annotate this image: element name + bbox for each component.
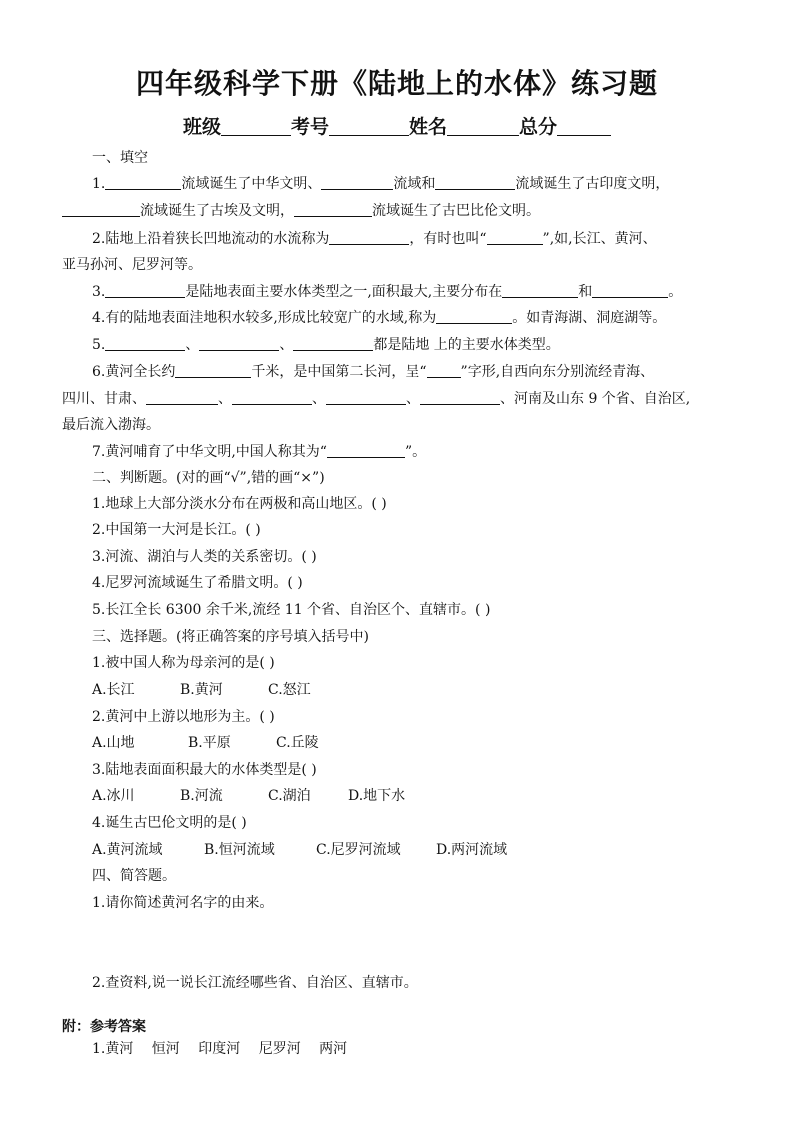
fill-blank[interactable]: [105, 175, 181, 190]
choice-options: [92, 840, 507, 860]
short-answer-question: 1.请你简述黄河名字的由来。: [92, 895, 274, 911]
fill-blank[interactable]: [62, 202, 140, 217]
choice-option[interactable]: B.平原: [188, 735, 231, 751]
name-label: 姓名: [409, 116, 448, 138]
score-label: 总分: [519, 116, 558, 138]
fill-blank[interactable]: [294, 202, 372, 217]
section4-heading: 四、简答题。: [92, 868, 176, 884]
section3-heading: 三、选择题。(将正确答案的序号填入括号中): [92, 629, 369, 645]
fill-blank[interactable]: [105, 283, 185, 298]
fill-blank[interactable]: [146, 390, 218, 405]
fill-blank[interactable]: [321, 175, 393, 190]
page-title: 四年级科学下册《陆地上的水体》练习题: [135, 67, 658, 100]
choice-question: 1.被中国人称为母亲河的是( ): [92, 655, 275, 671]
choice-option[interactable]: D.地下水: [348, 788, 406, 804]
choice-option[interactable]: B.黄河: [180, 682, 223, 698]
fill-blank[interactable]: [293, 336, 373, 351]
section2-heading: 二、判断题。(对的画“√”,错的画“×”): [92, 470, 325, 486]
q2-line1: 2.陆地上沿着狭长凹地流动的水流称为 ，有时也叫“ ”,如,长江、黄河、: [92, 231, 657, 247]
choice-question: 2.黄河中上游以地形为主。( ): [92, 709, 275, 725]
fill-blank[interactable]: [232, 390, 312, 405]
choice-option[interactable]: D.两河流域: [436, 842, 508, 858]
fill-blank[interactable]: [105, 336, 185, 351]
choice-options: [92, 680, 311, 700]
fill-blank[interactable]: [487, 230, 543, 245]
fill-blank[interactable]: [435, 175, 515, 190]
q4-line: 4.有的陆地表面洼地积水较多,形成比较宽广的水域,称为 。如青海湖、洞庭湖等。: [92, 310, 667, 326]
q6-line3: 最后流入渤海。: [62, 417, 160, 433]
judge-item: 1.地球上大部分淡水分布在两极和高山地区。( ): [92, 496, 387, 512]
q5-line: 5. 、 、 都是陆地 上的主要水体类型。: [92, 337, 560, 353]
fill-blank[interactable]: [420, 390, 500, 405]
name-blank[interactable]: [447, 117, 519, 136]
fill-blank[interactable]: [199, 336, 279, 351]
choice-option[interactable]: A.长江: [92, 682, 135, 698]
choice-option[interactable]: A.山地: [92, 735, 135, 751]
judge-item: 4.尼罗河流域诞生了希腊文明。( ): [92, 575, 303, 591]
choice-option[interactable]: C.湖泊: [268, 788, 311, 804]
judge-item: 5.长江全长 6300 余千米,流经 11 个省、自治区个、直辖市。( ): [92, 602, 491, 618]
short-answer-question: 2.查资料,说一说长江流经哪些省、自治区、直辖市。: [92, 975, 418, 991]
choice-options: [92, 733, 319, 753]
fill-blank[interactable]: [175, 363, 251, 378]
choice-option[interactable]: C.怒江: [268, 682, 311, 698]
choice-question: 4.诞生古巴伦文明的是( ): [92, 815, 247, 831]
class-label: 班级: [182, 116, 221, 138]
fill-blank[interactable]: [502, 283, 578, 298]
q7-line: 7.黄河哺育了中华文明,中国人称其为“ ”。: [92, 444, 427, 460]
choice-option[interactable]: A.黄河流域: [92, 842, 163, 858]
choice-option[interactable]: C.丘陵: [276, 735, 319, 751]
class-blank[interactable]: [221, 117, 291, 136]
q6-line1: 6.黄河全长约 千米，是中国第二长河，呈“ ”字形,自西向东分别流经青海、: [92, 364, 655, 380]
choice-question: 3.陆地表面面积最大的水体类型是( ): [92, 762, 317, 778]
q6-line2: 四川、甘肃、 、 、 、 、河南及山东 9 个省、自治区,: [62, 391, 691, 407]
q1-line1: 1. 流域诞生了中华文明、 流域和 流域诞生了古印度文明，: [92, 176, 670, 192]
student-info-line: [0, 112, 794, 139]
answers-line: 1.黄河 恒河 印度河 尼罗河 两河: [92, 1041, 348, 1057]
fill-blank[interactable]: [436, 309, 512, 324]
fill-blank[interactable]: [327, 443, 405, 458]
judge-item: 3.河流、湖泊与人类的关系密切。( ): [92, 549, 317, 565]
q1-line2: 流域诞生了古埃及文明， 流域诞生了古巴比伦文明。: [62, 201, 540, 221]
fill-blank[interactable]: [326, 390, 406, 405]
section1-heading: 一、填空: [92, 150, 148, 166]
choice-option[interactable]: C.尼罗河流域: [316, 842, 401, 858]
choice-options: [92, 786, 405, 806]
q3-line: 3. 是陆地表面主要水体类型之一,面积最大,主要分布在 和 。: [92, 284, 683, 300]
choice-option[interactable]: B.河流: [180, 788, 223, 804]
fill-blank[interactable]: [329, 230, 409, 245]
choice-option[interactable]: B.恒河流域: [204, 842, 275, 858]
q2-line2: 亚马孙河、尼罗河等。: [62, 257, 202, 273]
exam-no-label: 考号: [290, 116, 329, 138]
score-blank[interactable]: [557, 117, 611, 136]
judge-item: 2.中国第一大河是长江。( ): [92, 522, 261, 538]
fill-blank[interactable]: [592, 283, 668, 298]
fill-blank[interactable]: [427, 363, 461, 378]
exam-no-blank[interactable]: [329, 117, 409, 136]
choice-option[interactable]: A.冰川: [92, 788, 135, 804]
answers-heading: 附：参考答案: [62, 1019, 146, 1035]
